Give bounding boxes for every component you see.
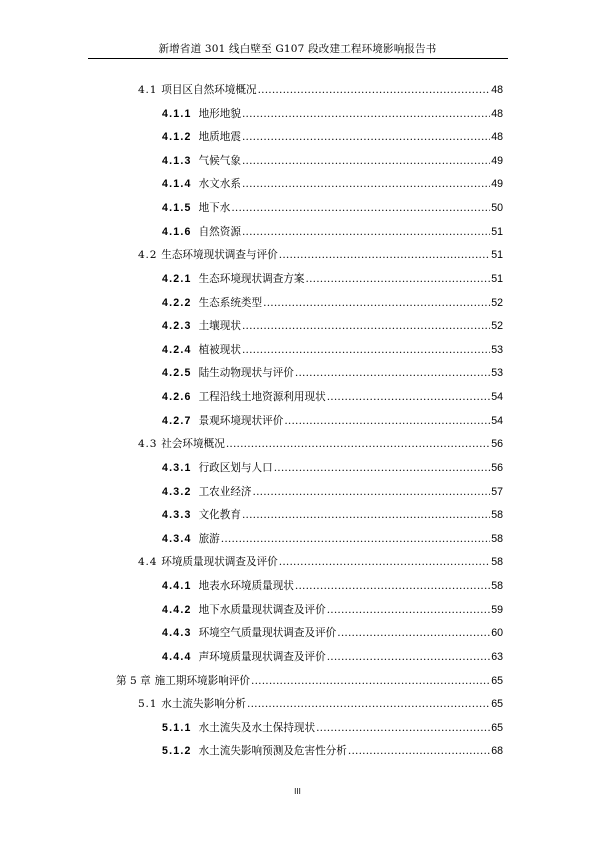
toc-entry-number: 4.1.2 bbox=[162, 131, 192, 144]
toc-entry-title: 景观环境现状评价 bbox=[198, 414, 284, 427]
toc-entry-number: 4.1.5 bbox=[162, 202, 192, 215]
toc-entry[interactable] bbox=[162, 531, 503, 545]
toc-entry-title: 地下水质量现状调查及评价 bbox=[198, 603, 326, 616]
header-rule bbox=[88, 58, 508, 59]
toc-entry-number: 4.1.1 bbox=[162, 107, 192, 120]
toc-entry-page: 48 bbox=[491, 131, 503, 144]
toc-entry-number: 4.1 bbox=[138, 84, 158, 96]
toc-entry-number: 4.2.6 bbox=[162, 391, 192, 404]
toc-entry-number: 4.3 bbox=[138, 438, 158, 451]
toc-entry-page: 65 bbox=[491, 698, 503, 711]
toc-dot-leader bbox=[242, 320, 490, 332]
toc-entry[interactable] bbox=[162, 224, 503, 238]
toc-entry-title: 陆生动物现状与评价 bbox=[198, 367, 294, 380]
toc-entry-number: 5.1 bbox=[138, 698, 158, 711]
toc-entry-page: 51 bbox=[491, 272, 503, 285]
toc-entry[interactable] bbox=[162, 342, 503, 356]
toc-entry-title: 社会环境概况 bbox=[161, 438, 225, 451]
toc-entry-page: 53 bbox=[491, 343, 503, 356]
toc-dot-leader bbox=[284, 415, 490, 427]
toc-entry-number: 4.4 bbox=[138, 556, 158, 569]
toc-entry-title: 旅游 bbox=[198, 532, 220, 545]
toc-entry-number: 4.2.7 bbox=[162, 414, 192, 427]
toc-entry[interactable] bbox=[162, 578, 503, 592]
toc-entry[interactable] bbox=[116, 673, 503, 687]
toc-entry[interactable] bbox=[138, 554, 503, 568]
toc-entry-number: 4.3.1 bbox=[162, 461, 192, 474]
toc-dot-leader bbox=[242, 344, 490, 356]
toc-entry-page: 65 bbox=[491, 674, 503, 687]
toc-entry-page: 58 bbox=[491, 509, 503, 522]
toc-entry[interactable] bbox=[162, 295, 503, 309]
toc-entry-number: 4.4.1 bbox=[162, 580, 192, 593]
toc-entry[interactable] bbox=[162, 389, 503, 403]
toc-entry-number: 4.2.3 bbox=[162, 320, 192, 333]
toc-entry-title: 自然资源 bbox=[198, 225, 241, 238]
toc-entry[interactable] bbox=[162, 720, 503, 734]
toc-entry-page: 63 bbox=[491, 650, 503, 663]
toc-dot-leader bbox=[295, 580, 490, 592]
toc-entry-number: 4.4.2 bbox=[162, 603, 192, 616]
toc-dot-leader bbox=[327, 604, 491, 616]
toc-entry-number: 第 5 章 bbox=[116, 674, 151, 687]
toc-entry-page: 65 bbox=[491, 721, 503, 734]
toc-entry-title: 气候气象 bbox=[198, 154, 241, 167]
toc-entry-number: 4.2 bbox=[138, 249, 158, 262]
toc-entry-title: 水土流失影响预测及危害性分析 bbox=[198, 745, 347, 758]
toc-entry-number: 4.1.3 bbox=[162, 154, 192, 167]
toc-dot-leader bbox=[242, 226, 490, 238]
toc-entry[interactable] bbox=[162, 602, 503, 616]
toc-entry[interactable] bbox=[162, 271, 503, 285]
toc-entry-title: 土壤现状 bbox=[198, 320, 241, 333]
toc-entry[interactable] bbox=[162, 318, 503, 332]
toc-entry-number: 4.2.5 bbox=[162, 367, 192, 380]
toc-entry[interactable] bbox=[162, 649, 503, 663]
toc-entry-page: 48 bbox=[491, 84, 503, 96]
toc-entry-number: 4.2.1 bbox=[162, 272, 192, 285]
toc-entry[interactable] bbox=[162, 413, 503, 427]
toc-entry-title: 地下水 bbox=[198, 202, 231, 215]
toc-entry-title: 环境质量现状调查及评价 bbox=[161, 556, 278, 569]
toc-entry-title: 声环境质量现状调查及评价 bbox=[198, 650, 326, 663]
toc-entry[interactable] bbox=[138, 82, 503, 96]
toc-entry-page: 58 bbox=[491, 580, 503, 593]
toc-entry[interactable] bbox=[162, 106, 503, 120]
toc-entry-page: 54 bbox=[491, 414, 503, 427]
page-number: III bbox=[294, 787, 301, 796]
toc-entry-title: 施工期环境影响评价 bbox=[154, 674, 251, 687]
toc-dot-leader bbox=[221, 533, 490, 545]
toc-entry[interactable] bbox=[162, 484, 503, 498]
toc-entry-page: 50 bbox=[491, 202, 503, 215]
toc-entry-number: 4.4.3 bbox=[162, 627, 192, 640]
toc-entry[interactable] bbox=[162, 507, 503, 521]
toc-dot-leader bbox=[327, 391, 491, 403]
toc-dot-leader bbox=[242, 178, 490, 190]
toc-entry-page: 49 bbox=[491, 154, 503, 167]
page-header-title: 新增省道 301 线白壁至 G107 段改建工程环境影响报告书 bbox=[158, 43, 437, 55]
toc-entry[interactable] bbox=[162, 365, 503, 379]
toc-dot-leader bbox=[327, 651, 491, 663]
toc-dot-leader bbox=[226, 438, 490, 450]
toc-entry-title: 工程沿线土地资源利用现状 bbox=[198, 391, 326, 404]
toc-entry-title: 项目区自然环境概况 bbox=[161, 84, 257, 96]
toc-entry[interactable] bbox=[162, 200, 503, 214]
toc-entry[interactable] bbox=[138, 696, 503, 710]
toc-entry-title: 生态环境现状调查与评价 bbox=[161, 249, 278, 262]
toc-entry-number: 4.1.6 bbox=[162, 225, 192, 238]
toc-entry-number: 4.2.2 bbox=[162, 296, 192, 309]
toc-entry-number: 5.1.1 bbox=[162, 721, 192, 734]
toc-entry-number: 4.4.4 bbox=[162, 650, 192, 663]
toc-dot-leader bbox=[316, 722, 490, 734]
toc-entry[interactable] bbox=[162, 743, 503, 757]
toc-dot-leader bbox=[253, 486, 491, 498]
toc-entry-page: 52 bbox=[491, 320, 503, 333]
toc-entry[interactable] bbox=[162, 153, 503, 167]
toc-entry-title: 文化教育 bbox=[198, 509, 241, 522]
toc-dot-leader bbox=[242, 509, 490, 521]
toc-entry-number: 4.2.4 bbox=[162, 343, 192, 356]
toc-entry-page: 53 bbox=[491, 367, 503, 380]
toc-dot-leader bbox=[295, 367, 490, 379]
toc-dot-leader bbox=[242, 131, 490, 143]
toc-entry[interactable] bbox=[162, 129, 503, 143]
toc-dot-leader bbox=[247, 698, 490, 710]
toc-entry-number: 4.3.2 bbox=[162, 485, 192, 498]
toc-entry-page: 51 bbox=[491, 225, 503, 238]
toc-entry-title: 工农业经济 bbox=[198, 485, 252, 498]
toc-entry-title: 地形地貌 bbox=[198, 107, 241, 120]
toc-dot-leader bbox=[251, 675, 490, 687]
toc-entry-page: 60 bbox=[491, 627, 503, 640]
toc-entry-page: 48 bbox=[491, 107, 503, 120]
toc-dot-leader bbox=[306, 273, 491, 285]
toc-entry-page: 54 bbox=[491, 391, 503, 404]
toc-entry-page: 56 bbox=[491, 438, 503, 451]
toc-entry-title: 地表水环境质量现状 bbox=[198, 580, 294, 593]
toc-entry-number: 4.3.3 bbox=[162, 509, 192, 522]
toc-dot-leader bbox=[231, 202, 490, 214]
toc-entry-number: 4.1.4 bbox=[162, 178, 192, 191]
toc-entry-title: 环境空气质量现状调查及评价 bbox=[198, 627, 337, 640]
toc-entry[interactable] bbox=[138, 436, 503, 450]
toc-entry-page: 49 bbox=[491, 178, 503, 191]
toc-dot-leader bbox=[263, 297, 490, 309]
toc-entry[interactable] bbox=[162, 625, 503, 639]
toc-dot-leader bbox=[279, 249, 490, 261]
toc-dot-leader bbox=[279, 556, 490, 568]
toc-dot-leader bbox=[274, 462, 490, 474]
toc-dot-leader bbox=[258, 84, 491, 96]
toc-entry-page: 58 bbox=[491, 556, 503, 569]
toc-dot-leader bbox=[337, 627, 490, 639]
toc-entry-number: 5.1.2 bbox=[162, 745, 192, 758]
toc-dot-leader bbox=[242, 155, 490, 167]
toc-dot-leader bbox=[348, 745, 490, 757]
toc-entry-number: 4.3.4 bbox=[162, 532, 192, 545]
toc-entry-page: 57 bbox=[491, 485, 503, 498]
toc-entry-title: 水文水系 bbox=[198, 178, 241, 191]
toc-entry-title: 生态系统类型 bbox=[198, 296, 263, 309]
toc-entry-title: 地质地震 bbox=[198, 131, 241, 144]
toc-entry[interactable] bbox=[162, 460, 503, 474]
toc-entry-page: 51 bbox=[491, 249, 503, 262]
toc-entry-title: 水土流失影响分析 bbox=[161, 698, 246, 711]
toc-entry-page: 59 bbox=[491, 603, 503, 616]
toc-entry-title: 生态环境现状调查方案 bbox=[198, 272, 305, 285]
toc-entry[interactable] bbox=[162, 176, 503, 190]
toc-entry[interactable] bbox=[138, 247, 503, 261]
toc-entry-title: 植被现状 bbox=[198, 343, 241, 356]
toc-entry-page: 58 bbox=[491, 532, 503, 545]
toc-entry-page: 52 bbox=[491, 296, 503, 309]
toc-entry-page: 56 bbox=[491, 461, 503, 474]
toc-entry-title: 行政区划与人口 bbox=[198, 461, 273, 474]
toc-entry-title: 水土流失及水土保持现状 bbox=[198, 721, 316, 734]
toc-dot-leader bbox=[242, 108, 490, 120]
toc-entry-page: 68 bbox=[491, 745, 503, 758]
